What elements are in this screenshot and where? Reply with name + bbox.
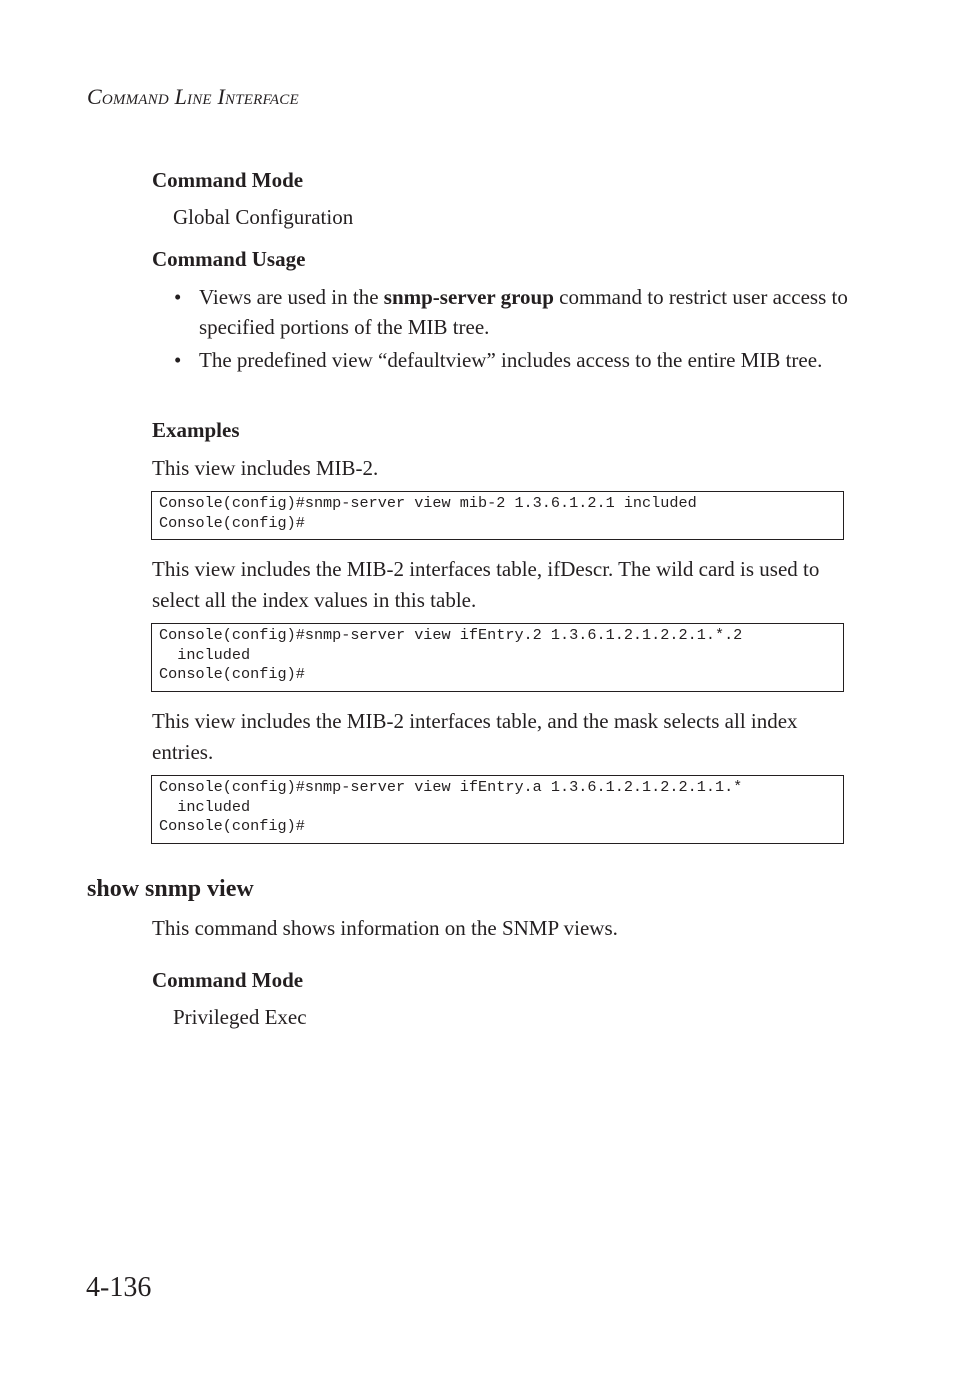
command-mode-value: Privileged Exec bbox=[173, 1005, 307, 1029]
code-line: Console(config)# bbox=[159, 817, 305, 835]
bullet-text: command to restrict user access to specified portions of the MIB tree. bbox=[199, 285, 848, 339]
command-mode-value: Global Configuration bbox=[173, 205, 354, 229]
code-line: Console(config)#snmp-server view ifEntry.a 1.3.6.1.2.1.2.2.1.1.* bbox=[159, 778, 743, 796]
example-description: This view includes the MIB-2 interfaces table, and the mask selects all index entries. bbox=[152, 709, 798, 764]
command-mode-heading: Command Mode bbox=[152, 968, 304, 992]
usage-bullet bbox=[152, 282, 852, 342]
section-description: This command shows information on the SNMP views. bbox=[152, 916, 618, 940]
code-block bbox=[151, 623, 844, 692]
bullet-text: Views are used in the bbox=[199, 285, 384, 309]
example-description: This view includes MIB-2. bbox=[152, 456, 379, 480]
code-line: Console(config)# bbox=[159, 513, 305, 532]
running-header: Command Line Interface bbox=[87, 84, 299, 109]
code-line: Console(config)#snmp-server view ifEntry.2 1.3.6.1.2.1.2.2.1.*.2 bbox=[159, 626, 743, 644]
section-title-show-snmp-view: show snmp view bbox=[87, 876, 254, 902]
code-line: included bbox=[159, 645, 251, 664]
code-block bbox=[151, 491, 844, 540]
command-mode-heading: Command Mode bbox=[152, 168, 304, 192]
code-block bbox=[151, 775, 844, 844]
usage-bullet-list bbox=[152, 282, 852, 378]
usage-bullet bbox=[152, 345, 852, 375]
page-number: 4-136 bbox=[86, 1272, 152, 1303]
code-line: Console(config)#snmp-server view mib-2 1.3.6.1.2.1 included bbox=[159, 494, 697, 512]
examples-heading: Examples bbox=[152, 418, 240, 442]
bullet-text: The predefined view “defaultview” includes access to the entire MIB tree. bbox=[199, 348, 823, 372]
example-description: This view includes the MIB-2 interfaces table, ifDescr. The wild card is used to select all the index values in this table. bbox=[152, 557, 820, 612]
code-line: Console(config)# bbox=[159, 665, 305, 683]
command-name: snmp-server group bbox=[383, 285, 554, 309]
command-usage-heading: Command Usage bbox=[152, 247, 306, 271]
bullet-dot: • bbox=[174, 285, 182, 309]
code-line: included bbox=[159, 797, 251, 816]
bullet-dot: • bbox=[174, 348, 182, 372]
